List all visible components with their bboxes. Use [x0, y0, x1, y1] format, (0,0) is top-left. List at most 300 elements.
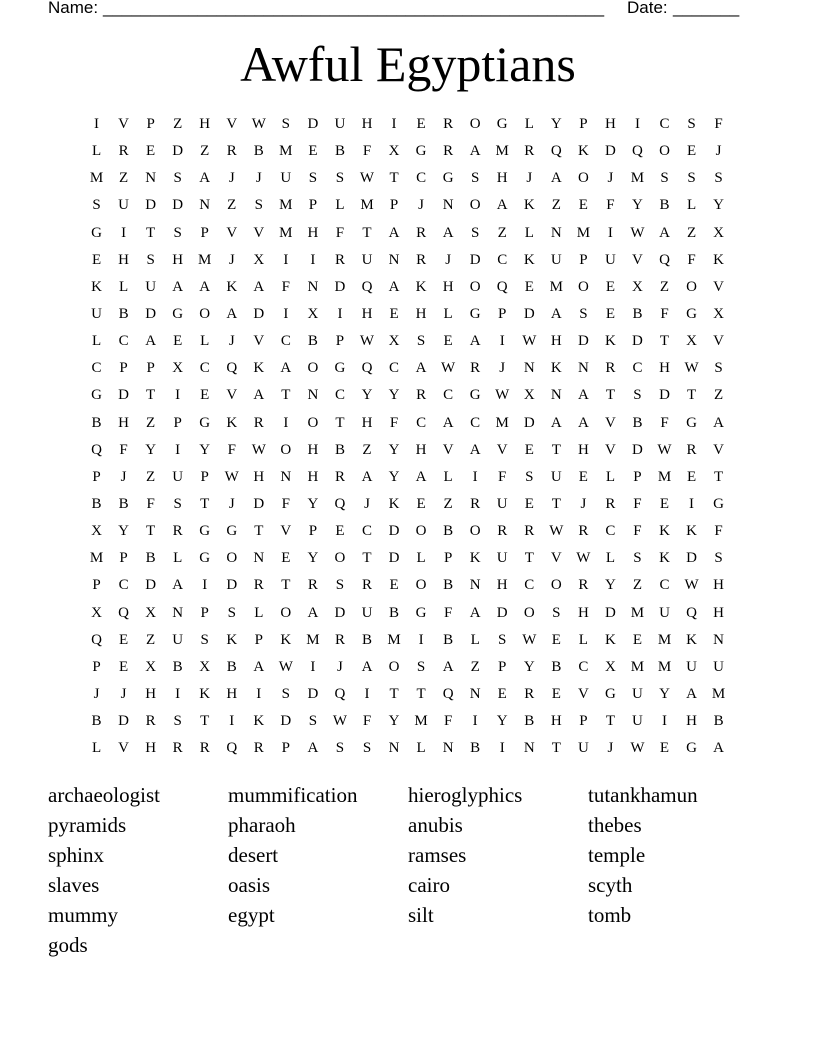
grid-letter[interactable]: E — [416, 116, 426, 133]
grid-letter[interactable]: K — [91, 278, 102, 295]
grid-letter[interactable]: N — [442, 740, 454, 757]
grid-letter[interactable]: F — [281, 496, 291, 513]
grid-letter[interactable]: A — [442, 414, 454, 431]
grid-letter[interactable]: Z — [173, 116, 183, 133]
grid-letter[interactable]: V — [713, 441, 725, 458]
grid-letter[interactable]: G — [415, 143, 427, 160]
grid-letter[interactable]: Z — [497, 224, 507, 241]
grid-letter[interactable]: O — [226, 550, 238, 567]
grid-letter[interactable]: G — [334, 360, 346, 377]
grid-letter[interactable]: Z — [200, 143, 210, 160]
grid-letter[interactable]: H — [145, 740, 157, 757]
grid-letter[interactable]: Z — [659, 278, 670, 295]
grid-letter[interactable]: I — [499, 740, 505, 757]
grid-letter[interactable]: Z — [146, 414, 156, 431]
grid-letter[interactable]: B — [91, 713, 102, 730]
grid-letter[interactable]: F — [606, 197, 615, 214]
grid-letter[interactable]: A — [253, 658, 265, 675]
grid-letter[interactable]: X — [388, 333, 400, 350]
grid-letter[interactable]: R — [172, 740, 183, 757]
grid-letter[interactable]: S — [146, 251, 155, 268]
grid-letter[interactable]: V — [632, 251, 643, 268]
grid-letter[interactable]: D — [307, 116, 319, 133]
grid-letter[interactable]: F — [443, 604, 453, 621]
grid-letter[interactable]: E — [605, 278, 615, 295]
grid-letter[interactable]: P — [173, 414, 182, 431]
grid-letter[interactable]: C — [361, 523, 372, 540]
grid-letter[interactable]: C — [659, 116, 670, 133]
grid-letter[interactable]: O — [577, 278, 589, 295]
grid-letter[interactable]: A — [713, 740, 725, 757]
grid-letter[interactable]: R — [443, 116, 454, 133]
grid-letter[interactable]: L — [335, 197, 345, 214]
grid-letter[interactable]: B — [91, 496, 102, 513]
grid-letter[interactable]: F — [714, 116, 723, 133]
grid-letter[interactable]: X — [172, 360, 184, 377]
grid-letter[interactable]: L — [524, 116, 534, 133]
grid-letter[interactable]: O — [280, 604, 292, 621]
grid-letter[interactable]: T — [605, 387, 615, 404]
grid-letter[interactable]: M — [306, 631, 320, 648]
grid-letter[interactable]: H — [415, 306, 427, 323]
grid-letter[interactable]: U — [550, 251, 562, 268]
grid-letter[interactable]: J — [120, 686, 127, 703]
grid-letter[interactable]: Y — [388, 387, 400, 404]
grid-letter[interactable]: S — [200, 631, 209, 648]
grid-letter[interactable]: P — [200, 604, 209, 621]
grid-letter[interactable]: M — [630, 170, 645, 187]
grid-letter[interactable]: R — [253, 414, 264, 431]
grid-letter[interactable]: X — [91, 523, 102, 540]
grid-letter[interactable]: B — [91, 414, 102, 431]
grid-letter[interactable]: F — [362, 143, 372, 160]
grid-letter[interactable]: E — [281, 550, 291, 567]
grid-letter[interactable]: W — [495, 387, 510, 404]
grid-letter[interactable]: N — [388, 251, 400, 268]
grid-letter[interactable]: F — [281, 278, 291, 295]
grid-letter[interactable]: I — [283, 251, 289, 268]
grid-letter[interactable]: M — [89, 170, 104, 187]
grid-letter[interactable]: K — [523, 197, 535, 214]
grid-letter[interactable]: E — [524, 496, 534, 513]
grid-letter[interactable]: A — [686, 686, 697, 703]
grid-letter[interactable]: J — [228, 170, 235, 187]
grid-letter[interactable]: V — [118, 740, 129, 757]
grid-letter[interactable]: N — [550, 224, 562, 241]
grid-letter[interactable]: O — [469, 116, 481, 133]
grid-letter[interactable]: H — [226, 686, 238, 703]
grid-letter[interactable]: F — [687, 251, 696, 268]
grid-letter[interactable]: O — [523, 604, 535, 621]
grid-letter[interactable]: C — [578, 658, 589, 675]
grid-letter[interactable]: I — [607, 224, 613, 241]
grid-letter[interactable]: R — [226, 143, 237, 160]
grid-letter[interactable]: T — [146, 523, 156, 540]
grid-letter[interactable]: H — [577, 441, 589, 458]
grid-letter[interactable]: P — [308, 523, 318, 540]
grid-letter[interactable]: T — [605, 713, 615, 730]
grid-letter[interactable]: L — [578, 631, 588, 648]
grid-letter[interactable]: G — [226, 523, 238, 540]
grid-letter[interactable]: J — [526, 170, 533, 187]
grid-letter[interactable]: D — [523, 306, 535, 323]
grid-letter[interactable]: B — [334, 143, 345, 160]
grid-letter[interactable]: W — [359, 170, 375, 187]
grid-letter[interactable]: P — [119, 550, 128, 567]
grid-letter[interactable]: O — [550, 577, 562, 594]
grid-letter[interactable]: R — [470, 496, 481, 513]
grid-letter[interactable]: Q — [226, 740, 238, 757]
grid-letter[interactable]: K — [226, 414, 238, 431]
grid-letter[interactable]: L — [605, 550, 615, 567]
grid-letter[interactable]: F — [633, 496, 642, 513]
grid-letter[interactable]: T — [416, 686, 426, 703]
grid-letter[interactable]: W — [441, 360, 456, 377]
grid-letter[interactable]: W — [522, 333, 537, 350]
grid-letter[interactable]: G — [604, 686, 616, 703]
grid-letter[interactable]: T — [335, 414, 345, 431]
grid-letter[interactable]: U — [632, 713, 643, 730]
grid-letter[interactable]: A — [253, 387, 265, 404]
grid-letter[interactable]: G — [469, 306, 481, 323]
grid-letter[interactable]: N — [388, 740, 400, 757]
grid-letter[interactable]: H — [496, 170, 508, 187]
grid-letter[interactable]: E — [659, 496, 670, 513]
grid-letter[interactable]: T — [200, 496, 210, 513]
grid-letter[interactable]: A — [550, 306, 562, 323]
grid-letter[interactable]: S — [227, 604, 236, 621]
grid-letter[interactable]: H — [686, 713, 697, 730]
grid-letter[interactable]: K — [686, 631, 697, 648]
grid-letter[interactable]: R — [361, 577, 372, 594]
grid-letter[interactable]: F — [119, 441, 128, 458]
grid-letter[interactable]: Y — [388, 441, 400, 458]
grid-letter[interactable]: U — [280, 170, 292, 187]
grid-letter[interactable]: R — [497, 523, 508, 540]
grid-letter[interactable]: M — [360, 197, 374, 214]
grid-letter[interactable]: H — [199, 116, 211, 133]
grid-letter[interactable]: L — [118, 278, 129, 295]
grid-letter[interactable]: J — [418, 197, 424, 214]
grid-letter[interactable]: B — [659, 197, 670, 214]
grid-letter[interactable]: D — [523, 414, 535, 431]
grid-letter[interactable]: I — [202, 577, 208, 594]
grid-letter[interactable]: K — [388, 496, 400, 513]
grid-letter[interactable]: W — [657, 441, 672, 458]
grid-letter[interactable]: K — [253, 713, 265, 730]
grid-letter[interactable]: R — [524, 686, 535, 703]
grid-letter[interactable]: D — [388, 550, 400, 567]
grid-letter[interactable]: X — [523, 387, 535, 404]
grid-letter[interactable]: V — [226, 116, 238, 133]
grid-letter[interactable]: C — [334, 387, 345, 404]
grid-letter[interactable]: L — [605, 468, 615, 485]
grid-letter[interactable]: Y — [145, 441, 157, 458]
grid-letter[interactable]: S — [335, 740, 345, 757]
grid-letter[interactable]: I — [689, 496, 695, 513]
grid-letter[interactable]: K — [604, 333, 616, 350]
grid-letter[interactable]: R — [334, 468, 345, 485]
grid-letter[interactable]: O — [307, 360, 319, 377]
grid-letter[interactable]: S — [362, 740, 372, 757]
grid-letter[interactable]: M — [279, 143, 293, 160]
grid-letter[interactable]: D — [172, 143, 184, 160]
grid-letter[interactable]: U — [172, 631, 184, 648]
grid-letter[interactable]: P — [119, 360, 128, 377]
grid-letter[interactable]: M — [279, 197, 293, 214]
grid-letter[interactable]: M — [657, 658, 672, 675]
grid-letter[interactable]: I — [175, 686, 181, 703]
grid-letter[interactable]: K — [659, 550, 670, 567]
grid-letter[interactable]: P — [146, 360, 155, 377]
grid-letter[interactable]: N — [442, 197, 454, 214]
grid-letter[interactable]: I — [337, 306, 343, 323]
grid-letter[interactable]: J — [499, 360, 506, 377]
grid-letter[interactable]: I — [310, 251, 316, 268]
grid-letter[interactable]: U — [659, 604, 670, 621]
grid-letter[interactable]: K — [686, 523, 697, 540]
grid-letter[interactable]: W — [224, 468, 239, 485]
grid-letter[interactable]: H — [361, 306, 373, 323]
grid-letter[interactable]: T — [551, 441, 561, 458]
grid-letter[interactable]: A — [361, 468, 373, 485]
grid-letter[interactable]: V — [280, 523, 292, 540]
grid-letter[interactable]: T — [389, 686, 399, 703]
grid-letter[interactable]: C — [470, 414, 481, 431]
grid-letter[interactable]: H — [253, 468, 265, 485]
grid-letter[interactable]: R — [470, 360, 481, 377]
grid-letter[interactable]: J — [607, 170, 614, 187]
grid-letter[interactable]: E — [524, 278, 534, 295]
grid-letter[interactable]: A — [550, 414, 562, 431]
grid-letter[interactable]: L — [470, 631, 480, 648]
grid-letter[interactable]: S — [687, 170, 696, 187]
grid-letter[interactable]: C — [659, 577, 670, 594]
grid-letter[interactable]: K — [659, 523, 670, 540]
grid-letter[interactable]: V — [604, 414, 616, 431]
grid-letter[interactable]: U — [172, 468, 184, 485]
grid-letter[interactable]: P — [579, 116, 588, 133]
grid-letter[interactable]: I — [364, 686, 370, 703]
grid-letter[interactable]: U — [361, 604, 373, 621]
grid-letter[interactable]: S — [173, 713, 182, 730]
grid-letter[interactable]: M — [549, 278, 563, 295]
grid-letter[interactable]: I — [472, 713, 478, 730]
grid-letter[interactable]: J — [715, 143, 722, 160]
grid-letter[interactable]: N — [523, 740, 535, 757]
grid-letter[interactable]: O — [307, 414, 319, 431]
grid-letter[interactable]: E — [578, 468, 588, 485]
grid-letter[interactable]: M — [279, 224, 293, 241]
grid-letter[interactable]: W — [522, 631, 537, 648]
grid-letter[interactable]: A — [496, 197, 508, 214]
grid-letter[interactable]: L — [443, 306, 453, 323]
grid-letter[interactable]: H — [118, 251, 129, 268]
grid-letter[interactable]: A — [415, 360, 427, 377]
grid-letter[interactable]: V — [496, 441, 508, 458]
grid-letter[interactable]: D — [334, 604, 346, 621]
grid-letter[interactable]: Z — [551, 197, 561, 214]
grid-letter[interactable]: J — [337, 658, 343, 675]
grid-letter[interactable]: B — [551, 658, 562, 675]
grid-letter[interactable]: C — [280, 333, 291, 350]
grid-letter[interactable]: R — [253, 577, 264, 594]
grid-letter[interactable]: A — [469, 143, 481, 160]
grid-letter[interactable]: L — [91, 143, 102, 160]
grid-letter[interactable]: H — [361, 116, 373, 133]
grid-letter[interactable]: E — [551, 686, 561, 703]
grid-letter[interactable]: C — [632, 360, 643, 377]
grid-letter[interactable]: P — [146, 116, 155, 133]
grid-letter[interactable]: E — [632, 631, 643, 648]
grid-letter[interactable]: U — [686, 658, 697, 675]
grid-letter[interactable]: Q — [632, 143, 643, 160]
grid-letter[interactable]: A — [199, 278, 211, 295]
grid-letter[interactable]: W — [332, 713, 348, 730]
grid-letter[interactable]: Q — [226, 360, 238, 377]
grid-letter[interactable]: J — [364, 496, 370, 513]
grid-letter[interactable]: G — [199, 523, 211, 540]
grid-letter[interactable]: O — [280, 441, 292, 458]
grid-letter[interactable]: W — [630, 740, 645, 757]
grid-letter[interactable]: B — [443, 631, 454, 648]
grid-letter[interactable]: Z — [714, 387, 724, 404]
grid-letter[interactable]: E — [686, 468, 697, 485]
grid-letter[interactable]: S — [254, 197, 263, 214]
grid-letter[interactable]: T — [281, 387, 291, 404]
grid-letter[interactable]: M — [657, 468, 672, 485]
grid-letter[interactable]: F — [660, 414, 669, 431]
grid-letter[interactable]: H — [550, 333, 562, 350]
grid-letter[interactable]: P — [200, 468, 209, 485]
grid-letter[interactable]: H — [604, 116, 616, 133]
grid-letter[interactable]: V — [713, 333, 725, 350]
grid-letter[interactable]: P — [92, 658, 101, 675]
grid-letter[interactable]: J — [580, 496, 587, 513]
grid-letter[interactable]: R — [578, 577, 589, 594]
grid-letter[interactable]: K — [199, 686, 211, 703]
grid-letter[interactable]: D — [145, 197, 157, 214]
grid-letter[interactable]: U — [334, 116, 346, 133]
grid-letter[interactable]: B — [334, 441, 345, 458]
grid-letter[interactable]: C — [524, 577, 535, 594]
grid-letter[interactable]: C — [118, 577, 129, 594]
grid-letter[interactable]: S — [471, 224, 480, 241]
grid-letter[interactable]: D — [632, 441, 643, 458]
grid-letter[interactable]: U — [145, 278, 157, 295]
grid-letter[interactable]: R — [443, 143, 454, 160]
grid-letter[interactable]: Q — [118, 604, 129, 621]
grid-letter[interactable]: F — [335, 224, 345, 241]
grid-letter[interactable]: H — [307, 224, 319, 241]
grid-letter[interactable]: C — [605, 523, 616, 540]
grid-letter[interactable]: D — [469, 251, 481, 268]
grid-letter[interactable]: S — [552, 604, 561, 621]
grid-letter[interactable]: U — [496, 550, 508, 567]
grid-letter[interactable]: C — [497, 251, 508, 268]
grid-letter[interactable]: R — [416, 387, 427, 404]
grid-letter[interactable]: E — [335, 523, 345, 540]
grid-letter[interactable]: F — [633, 523, 642, 540]
grid-letter[interactable]: E — [200, 387, 210, 404]
grid-letter[interactable]: Z — [146, 631, 156, 648]
grid-letter[interactable]: Y — [388, 713, 400, 730]
grid-letter[interactable]: W — [278, 658, 293, 675]
grid-letter[interactable]: Y — [388, 468, 400, 485]
grid-letter[interactable]: P — [498, 658, 507, 675]
grid-letter[interactable]: V — [253, 333, 265, 350]
grid-letter[interactable]: U — [604, 251, 616, 268]
grid-letter[interactable]: I — [634, 116, 640, 133]
grid-letter[interactable]: R — [524, 523, 535, 540]
grid-letter[interactable]: D — [280, 713, 292, 730]
grid-letter[interactable]: J — [120, 468, 127, 485]
grid-letter[interactable]: O — [415, 523, 427, 540]
grid-letter[interactable]: S — [281, 686, 291, 703]
grid-letter[interactable]: S — [308, 170, 318, 187]
grid-letter[interactable]: R — [578, 523, 589, 540]
grid-letter[interactable]: J — [228, 251, 235, 268]
grid-letter[interactable]: R — [199, 740, 210, 757]
grid-letter[interactable]: M — [576, 224, 591, 241]
grid-letter[interactable]: D — [118, 713, 129, 730]
grid-letter[interactable]: N — [172, 604, 184, 621]
grid-letter[interactable]: E — [389, 306, 399, 323]
grid-letter[interactable]: A — [469, 333, 481, 350]
grid-letter[interactable]: P — [498, 306, 507, 323]
grid-letter[interactable]: Z — [443, 496, 453, 513]
grid-letter[interactable]: H — [577, 604, 589, 621]
grid-letter[interactable]: D — [307, 686, 319, 703]
grid-letter[interactable]: E — [389, 577, 399, 594]
grid-letter[interactable]: R — [172, 523, 183, 540]
grid-letter[interactable]: J — [228, 496, 235, 513]
grid-letter[interactable]: N — [280, 468, 292, 485]
grid-letter[interactable]: Y — [496, 713, 508, 730]
grid-letter[interactable]: E — [605, 306, 615, 323]
grid-letter[interactable]: S — [633, 550, 642, 567]
grid-letter[interactable]: Q — [550, 143, 562, 160]
grid-letter[interactable]: K — [280, 631, 292, 648]
grid-letter[interactable]: A — [226, 306, 238, 323]
grid-letter[interactable]: E — [308, 143, 318, 160]
name-field[interactable]: _____________________________________________________ — [103, 0, 605, 17]
grid-letter[interactable]: N — [253, 550, 265, 567]
grid-letter[interactable]: K — [253, 360, 265, 377]
grid-letter[interactable]: W — [630, 224, 645, 241]
grid-letter[interactable]: N — [307, 387, 319, 404]
grid-letter[interactable]: V — [118, 116, 129, 133]
grid-letter[interactable]: B — [361, 631, 372, 648]
grid-letter[interactable]: H — [361, 414, 373, 431]
grid-letter[interactable]: B — [172, 658, 183, 675]
grid-letter[interactable]: B — [118, 496, 129, 513]
grid-letter[interactable]: O — [415, 577, 427, 594]
grid-letter[interactable]: M — [711, 686, 726, 703]
grid-letter[interactable]: T — [389, 170, 399, 187]
grid-letter[interactable]: D — [388, 523, 400, 540]
grid-letter[interactable]: E — [551, 631, 561, 648]
grid-letter[interactable]: Y — [550, 116, 562, 133]
grid-letter[interactable]: Y — [307, 550, 319, 567]
grid-letter[interactable]: V — [442, 441, 454, 458]
grid-letter[interactable]: S — [714, 170, 723, 187]
grid-letter[interactable]: S — [471, 170, 480, 187]
grid-letter[interactable]: R — [416, 251, 427, 268]
grid-letter[interactable]: A — [145, 333, 157, 350]
grid-letter[interactable]: T — [200, 713, 210, 730]
grid-letter[interactable]: I — [662, 713, 667, 730]
